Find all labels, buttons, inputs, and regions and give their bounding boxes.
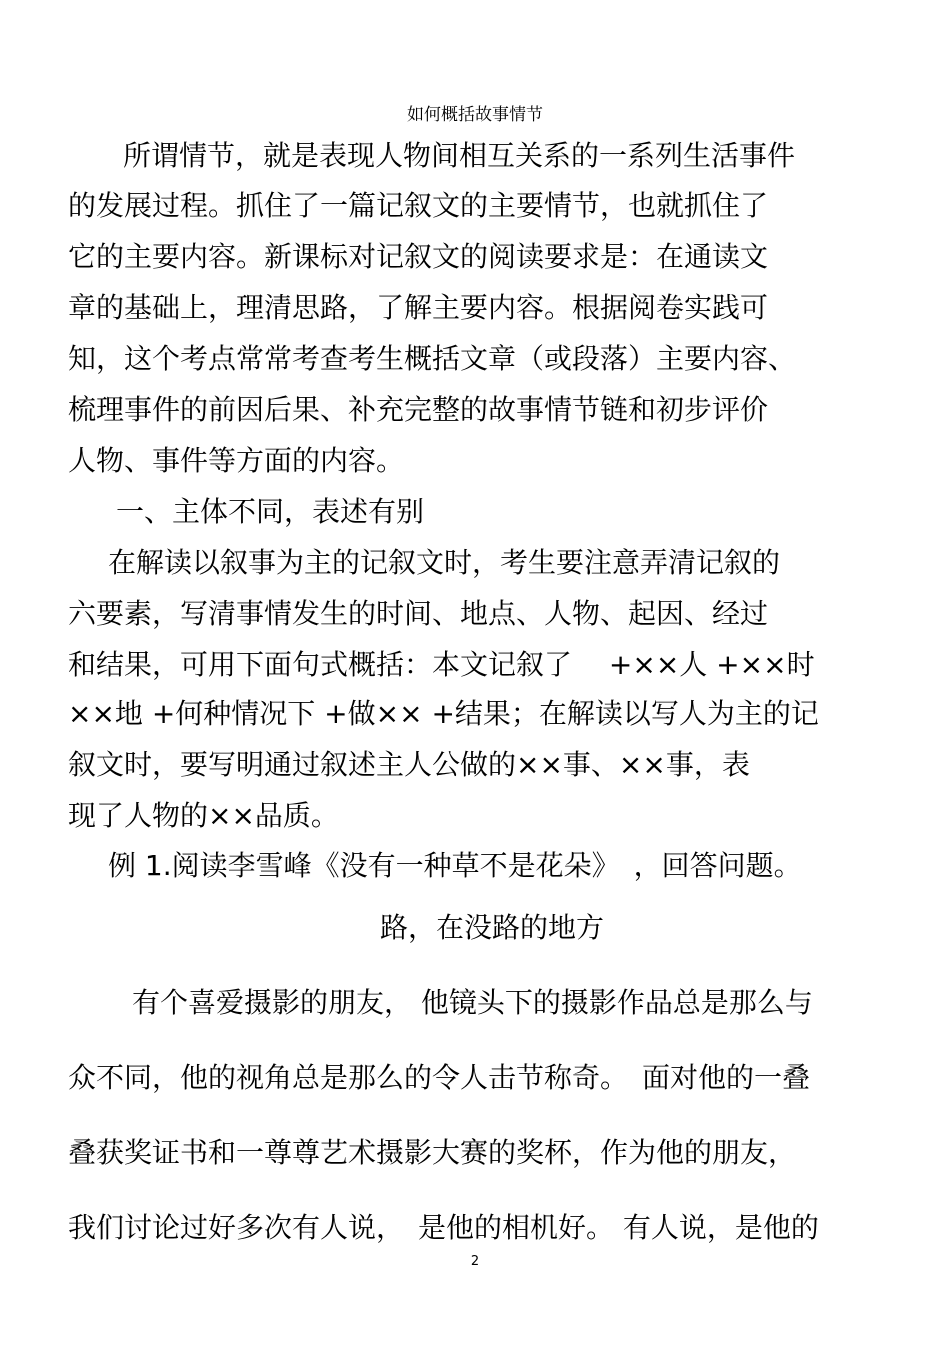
article-title: 路，在没路的地方 (380, 911, 605, 944)
paragraph-line: 梳理事件的前因后果、补充完整的故事情节链和初步评价 (68, 393, 769, 426)
paragraph-line: 所谓情节，就是表现人物间相互关系的一系列生活事件 (123, 139, 796, 172)
paragraph-line: 我们讨论过好多次有人说， 是他的相机好。 有人说，是他的 (68, 1211, 819, 1244)
paragraph-line: 六要素，写清事情发生的时间、地点、人物、起因、经过 (68, 597, 769, 630)
paragraph-line: 章的基础上，理清思路，了解主要内容。根据阅卷实践可 (68, 291, 769, 324)
paragraph-line: 在解读以叙事为主的记叙文时，考生要注意弄清记叙的 (108, 546, 781, 579)
paragraph-line: 的发展过程。抓住了一篇记叙文的主要情节，也就抓住了 (68, 189, 769, 222)
paragraph-line: 有个喜爱摄影的朋友， 他镜头下的摄影作品总是那么与 (132, 986, 813, 1019)
example-line: 例 1.阅读李雪峰《没有一种草不是花朵》 ，回答问题。 (108, 849, 802, 882)
paragraph-line: 知，这个考点常常考查考生概括文章（或段落）主要内容、 (68, 342, 797, 375)
section-heading: 一、主体不同，表述有别 (116, 495, 425, 528)
page-title: 如何概括故事情节 (407, 105, 543, 125)
paragraph-line: 人物、事件等方面的内容。 (68, 444, 405, 477)
paragraph-line: 现了人物的××品质。 (68, 799, 339, 832)
paragraph-line: 它的主要内容。新课标对记叙文的阅读要求是：在通读文 (68, 240, 769, 273)
paragraph-line: 叙文时，要写明通过叙述主人公做的××事、××事，表 (68, 748, 750, 781)
paragraph-line: 和结果，可用下面句式概括：本文记叙了 +××人 +××时 (68, 648, 815, 681)
paragraph-line: ××地 +何种情况下 +做×× +结果；在解读以写人为主的记 (68, 697, 819, 730)
paragraph-line: 众不同，他的视角总是那么的令人击节称奇。 面对他的一叠 (68, 1061, 811, 1094)
paragraph-line: 叠获奖证书和一尊尊艺术摄影大赛的奖杯，作为他的朋友， (68, 1136, 797, 1169)
page-number: 2 (470, 1254, 480, 1269)
